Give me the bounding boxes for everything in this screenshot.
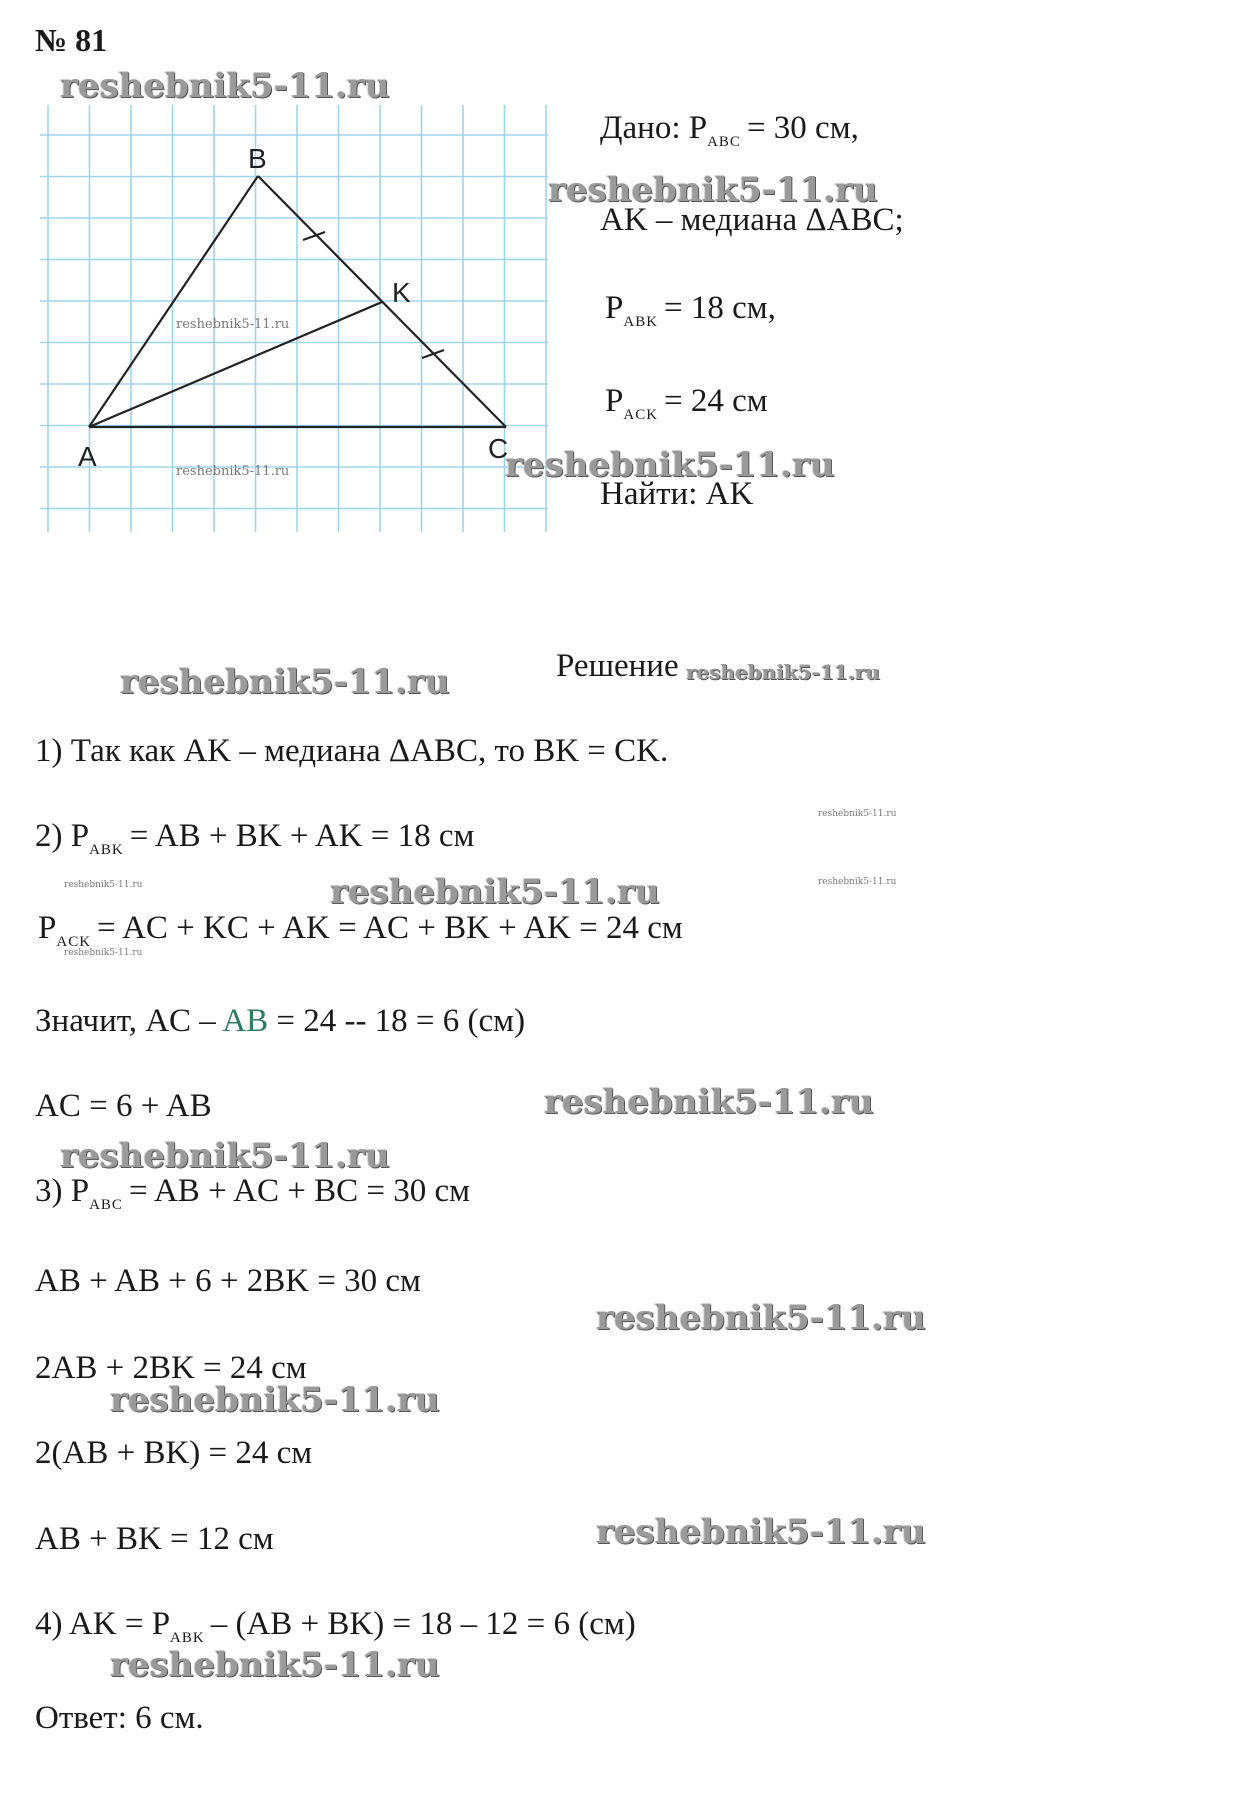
watermark: reshebnik5-11.ru (60, 66, 390, 106)
step-1: 1) Так как AK – медиана ΔABC, то BK = CK. (35, 733, 669, 769)
therefore-line: Значит, AC – AB = 24 -- 18 = 6 (см) (35, 1003, 526, 1039)
equation-3: 2(AB + BK) = 24 см (35, 1435, 313, 1471)
given-line-3 (605, 290, 776, 330)
vertex-c-label: C (488, 433, 509, 464)
vertex-b-label: B (248, 143, 267, 174)
step-3: 3) $P_{ABC}$ = AB + AC + BC = 30 см (35, 1173, 470, 1213)
given-subscript: ABK (623, 314, 659, 330)
watermark: reshebnik5-11.ru (64, 948, 143, 958)
watermark: reshebnik5-11.ru (596, 1298, 926, 1338)
vertex-k-label: K (392, 277, 411, 308)
watermark: reshebnik5-11.ru (686, 660, 880, 684)
equation-4: AB + BK = 12 см (35, 1521, 274, 1557)
given-value: = 24 см (664, 383, 768, 419)
given-line-2: AK – медиана ΔABC; (600, 202, 904, 238)
find-line: Найти: AK (600, 476, 754, 512)
step-2: 2) $P_{ABK}$ = AB + BK + AK = 18 см (35, 818, 475, 858)
given-perimeter-symbol: P (605, 383, 624, 419)
watermark: reshebnik5-11.ru (176, 464, 290, 479)
given-perimeter-symbol: Дано: P (600, 110, 708, 146)
highlighted-ab: AB (222, 1003, 269, 1039)
watermark: reshebnik5-11.ru (64, 880, 143, 890)
given-line-4 (605, 383, 768, 423)
given-subscript: ACK (623, 407, 659, 423)
watermark: reshebnik5-11.ru (330, 872, 660, 912)
answer: Ответ: 6 см. (35, 1700, 204, 1736)
watermark: reshebnik5-11.ru (120, 662, 450, 702)
watermark: reshebnik5-11.ru (110, 1380, 440, 1420)
ac-equation: AC = 6 + AB (35, 1088, 212, 1124)
vertex-a-label: A (78, 441, 97, 472)
step-4: 4) AK = $P_{ABK} - (AB + BK) = 18 - 12 = 6$ (см) (35, 1606, 636, 1646)
watermark: reshebnik5-11.ru (505, 445, 835, 485)
watermark: reshebnik5-11.ru (818, 809, 897, 819)
watermark: reshebnik5-11.ru (110, 1645, 440, 1685)
given-perimeter-symbol: P (605, 290, 624, 326)
watermark: reshebnik5-11.ru (596, 1512, 926, 1552)
watermark: reshebnik5-11.ru (544, 1082, 874, 1122)
watermark: reshebnik5-11.ru (548, 170, 878, 210)
given-value: = 18 см, (664, 290, 776, 326)
watermark: reshebnik5-11.ru (176, 317, 290, 332)
watermark: reshebnik5-11.ru (60, 1136, 390, 1176)
given-value: = 30 см, (746, 110, 859, 146)
equation-1: AB + AB + 6 + 2BK = 30 см (35, 1263, 421, 1299)
watermark: reshebnik5-11.ru (818, 877, 897, 887)
problem-number: № 81 (35, 22, 108, 58)
given-subscript: ABC (707, 134, 741, 150)
grid-paper (40, 105, 548, 532)
step-2b: $P_{ACK}$ = AC + KC + AK = AC + BK + AK = 24 см (38, 910, 683, 950)
given-line-1 (600, 110, 859, 150)
solution-heading: Решение (556, 648, 679, 684)
tick-mark-kc (422, 350, 444, 358)
equation-2: 2AB + 2BK = 24 см (35, 1350, 307, 1386)
